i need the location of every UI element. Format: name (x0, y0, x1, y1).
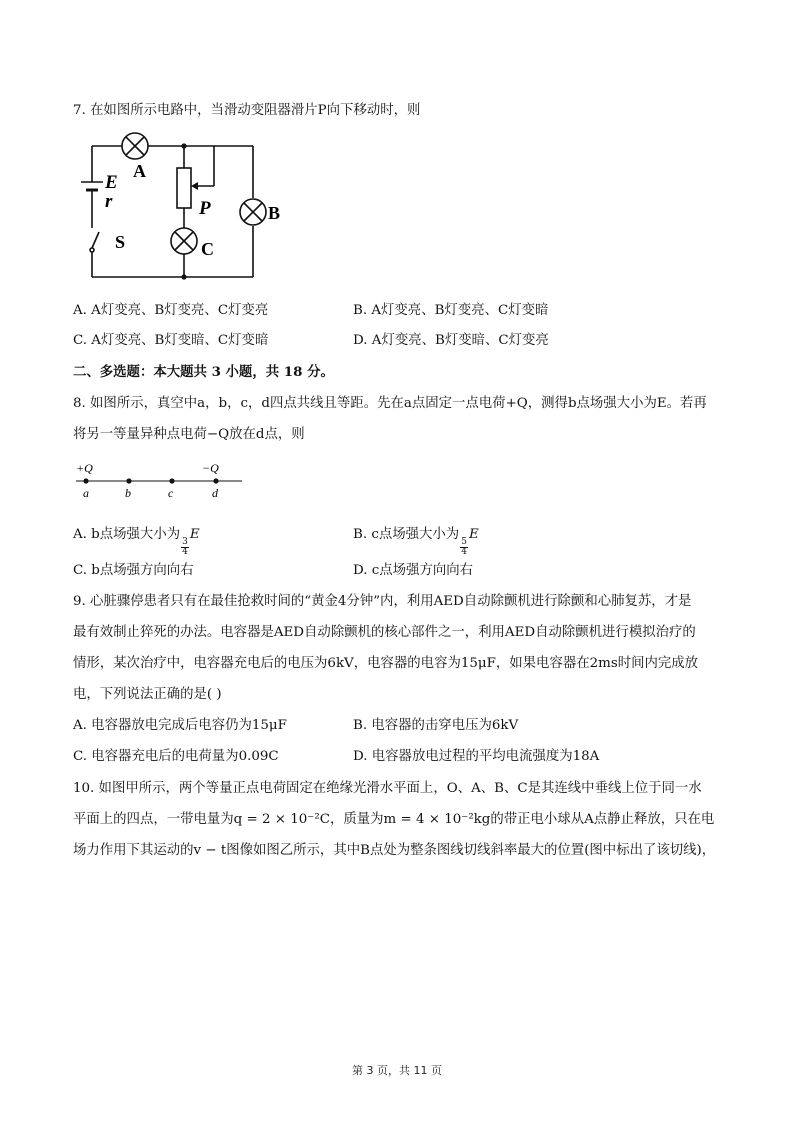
q8-option-d: D. c点场强方向向右 (353, 563, 474, 578)
label-d: d (212, 486, 218, 500)
q10-stem-line1: 10. 如图甲所示，两个等量正点电荷固定在绝缘光滑水平面上，O、A、B、C是其连线中垂线上位于同一水 (73, 781, 702, 796)
q7-option-a: A. A灯变亮、B灯变亮、C灯变亮 (73, 303, 269, 318)
q7-stem: 7. 在如图所示电路中，当滑动变阻器滑片P向下移动时，则 (73, 103, 421, 118)
label-a: a (83, 486, 89, 500)
fraction (181, 538, 189, 557)
q8-stem-line2: 将另一等量异种点电荷−Q放在d点，则 (73, 427, 305, 442)
label-plus-q: +Q (76, 461, 93, 475)
q9-option-b: B. 电容器的击穿电压为6kV (353, 718, 519, 733)
fraction-numerator: 5 (461, 537, 467, 547)
label-c: c (168, 486, 174, 500)
fraction-denominator: 4 (461, 547, 467, 557)
q8-option-a (73, 525, 200, 557)
q8-charge-line-diagram (74, 460, 244, 502)
label-B: B (268, 203, 281, 223)
q8-option-a-symbol: E (189, 527, 200, 542)
q7-option-b: B. A灯变亮、B灯变亮、C灯变暗 (353, 303, 549, 318)
q9-stem-line4: 电，下列说法正确的是( ) (73, 687, 222, 702)
q9-stem-line1: 9. 心脏骤停患者只有在最佳抢救时间的“黄金4分钟”内，利用AED自动除颤机进行除颤和心肺复苏，才是 (73, 594, 692, 609)
label-S: S (115, 232, 126, 252)
q7-circuit-diagram (70, 128, 300, 283)
q9-option-d: D. 电容器放电过程的平均电流强度为18A (353, 749, 600, 764)
label-r: r (105, 191, 113, 212)
page-footer: 第 3 页，共 11 页 (352, 1064, 442, 1077)
q8-stem-line1: 8. 如图所示，真空中a，b，c，d四点共线且等距。先在a点固定一点电荷+Q，测得b点场强大小为E。若再 (73, 396, 707, 411)
q9-stem-line3: 情形，某次治疗中，电容器充电后的电压为6kV，电容器的电容为15μF，如果电容器在2ms时间内完成放 (73, 656, 699, 671)
q9-stem-line2: 最有效制止猝死的办法。电容器是AED自动除颤机的核心部件之一，利用AED自动除颤机进行模拟治疗的 (73, 625, 696, 640)
q8-option-c: C. b点场强方向向右 (73, 563, 194, 578)
q10-stem-line2: 平面上的四点，一带电量为q = 2 × 10⁻²C，质量为m = 4 × 10⁻²kg的带正电小球从A点静止释放，只在电 (73, 812, 715, 827)
q7-option-d: D. A灯变亮、B灯变暗、C灯变亮 (353, 333, 549, 348)
section-heading: 二、多选题：本大题共 3 小题，共 18 分。 (73, 364, 334, 380)
label-minus-q: −Q (202, 461, 219, 475)
fraction (460, 538, 468, 557)
fraction-denominator: 4 (182, 547, 188, 557)
fraction-numerator: 3 (182, 537, 188, 547)
q9-option-c: C. 电容器充电后的电荷量为0.09C (73, 749, 279, 764)
q7-option-c: C. A灯变亮、B灯变暗、C灯变暗 (73, 333, 269, 348)
label-C: C (201, 239, 214, 259)
q8-option-a-text: A. b点场强大小为 (73, 527, 181, 542)
q8-option-b-text: B. c点场强大小为 (353, 527, 460, 542)
label-P: P (199, 198, 211, 219)
q8-option-b-symbol: E (468, 527, 479, 542)
label-b: b (125, 486, 131, 500)
q8-option-b (353, 525, 479, 557)
q10-stem-line3: 场力作用下其运动的v − t图像如图乙所示，其中B点处为整条图线切线斜率最大的位置(图中标出了该切线)， (73, 843, 716, 858)
label-E: E (105, 172, 118, 193)
q9-option-a: A. 电容器放电完成后电容仍为15μF (73, 718, 287, 733)
label-A: A (133, 161, 146, 181)
